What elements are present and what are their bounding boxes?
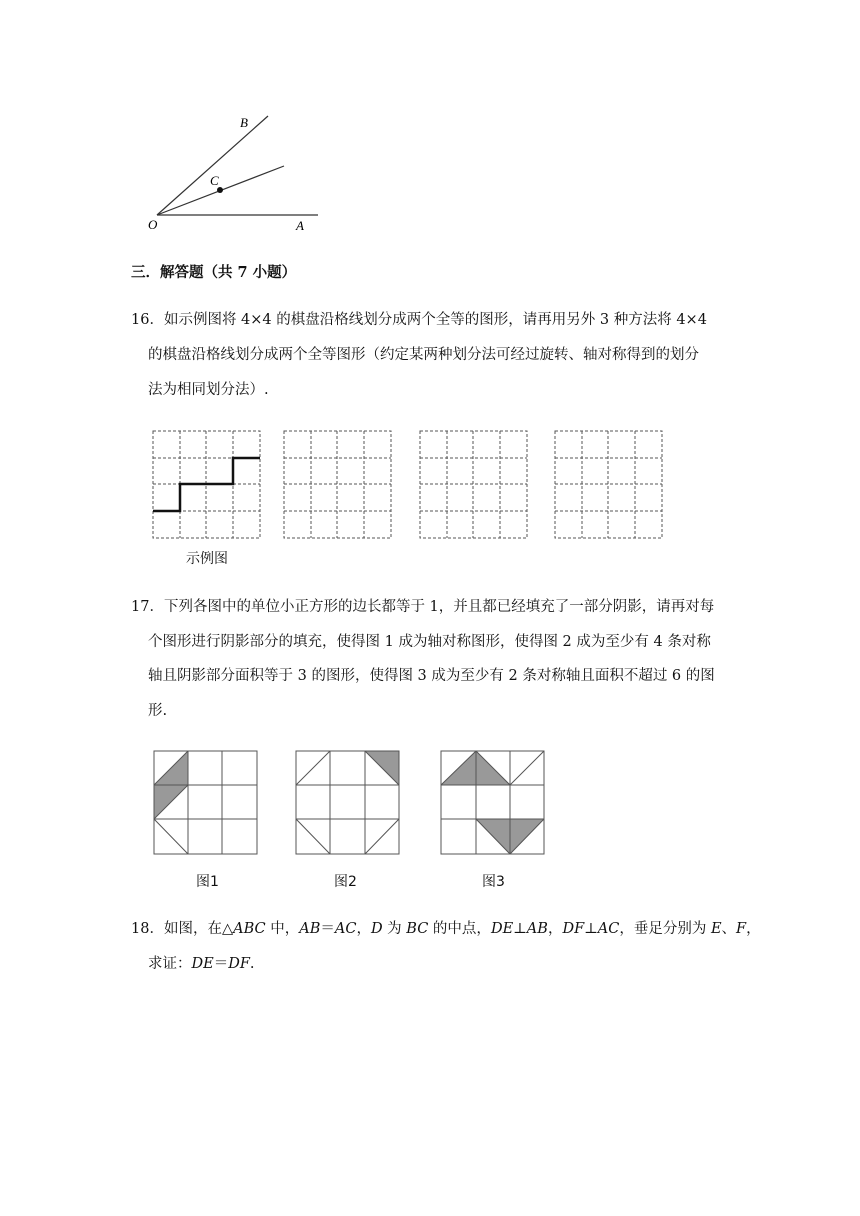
q16-line-3: 法为相同划分法）. [148, 382, 269, 398]
q16-line-2: 的棋盘沿格线划分成两个全等图形（约定某两种划分法可经过旋转、轴对称得到的划分 [148, 347, 699, 363]
example-caption: 示例图 [186, 551, 228, 567]
label-b: B [240, 115, 248, 130]
figure-3 [441, 751, 544, 854]
label-o: O [148, 217, 158, 232]
q18-line-2: 求证：DE＝DF. [148, 956, 255, 972]
figure-2 [296, 751, 399, 854]
label-a: A [296, 218, 304, 233]
section-heading: 三．解答题（共 7 小题） [131, 264, 297, 281]
figure-2-caption: 图2 [334, 874, 357, 890]
figure-3-caption: 图3 [482, 874, 505, 890]
q17-line-4: 形. [148, 703, 168, 719]
label-c: C [210, 173, 219, 188]
q18-line-1: 18．如图，在△ABC 中，AB＝AC，D 为 BC 的中点，DE⊥AB，DF⊥AC，垂足分别为 E、F， [131, 921, 761, 937]
q17-line-3: 轴且阴影部分面积等于 3 的图形，使得图 3 成为至少有 2 条对称轴且面积不超过 6 的图 [148, 668, 715, 684]
figure-1 [154, 751, 257, 854]
q16-line-1: 16．如示例图将 4×4 的棋盘沿格线划分成两个全等的图形，请再用另外 3 种方法将 4×4 [131, 312, 707, 328]
q17-line-2: 个图形进行阴影部分的填充，使得图 1 成为轴对称图形，使得图 2 成为至少有 4 条对称 [148, 634, 711, 650]
figure-1-caption: 图1 [196, 874, 219, 890]
q17-line-1: 17．下列各图中的单位小正方形的边长都等于 1，并且都已经填充了一部分阴影，请再对每 [131, 599, 715, 615]
